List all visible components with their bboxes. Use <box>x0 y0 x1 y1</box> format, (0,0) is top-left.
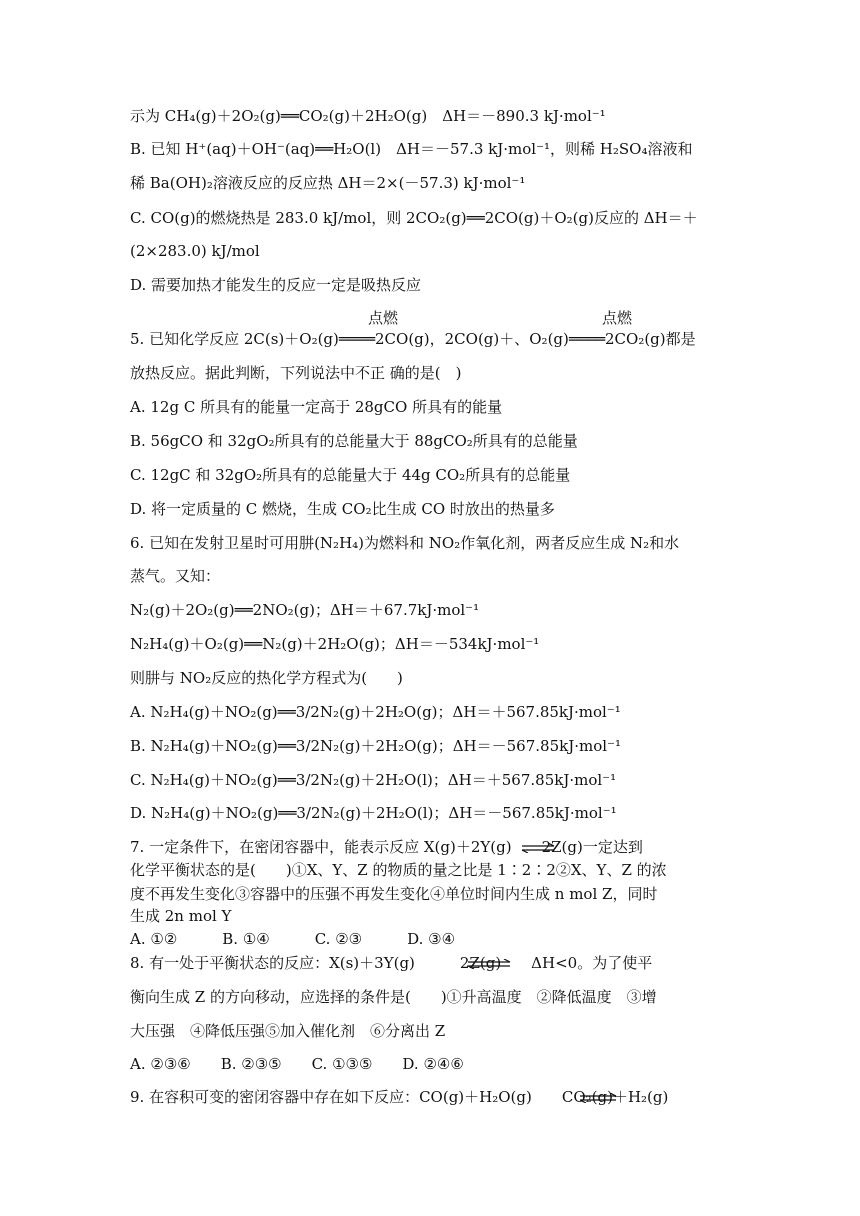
reversible-arrow-icon <box>578 1093 618 1103</box>
text-line: 大压强 ④降低压强⑤加入催化剂 ⑥分离出 Z <box>130 1022 446 1040</box>
text-line: B. 56gCO 和 32gO₂所具有的总能量大于 88gCO₂所具有的总能量 <box>130 432 578 450</box>
text-line: 放热反应。据此判断，下列说法中不正 确的是( ) <box>130 364 462 382</box>
text-line: 9. 在容积可变的密闭容器中存在如下反应：CO(g)＋H₂O(g) CO₂(g)＋H₂(g) <box>130 1088 669 1106</box>
ignition-label: 点燃 <box>602 309 633 327</box>
text-line: N₂(g)＋2O₂(g)══2NO₂(g)；ΔH＝＋67.7kJ·mol⁻¹ <box>130 601 480 619</box>
text-line: 6. 已知在发射卫星时可用肼(N₂H₄)为燃料和 NO₂作氧化剂，两者反应生成 N₂和水 <box>130 534 680 552</box>
reversible-arrow-icon <box>520 843 556 853</box>
text-line: N₂H₄(g)＋O₂(g)══N₂(g)＋2H₂O(g)；ΔH＝－534kJ·mol⁻¹ <box>130 635 540 653</box>
text-line: B. 已知 H⁺(aq)＋OH⁻(aq)══H₂O(l) ΔH＝－57.3 kJ·mol⁻¹，则稀 H₂SO₄溶液和 <box>130 140 693 158</box>
text-line: A. 12g C 所具有的能量一定高于 28gCO 所具有的能量 <box>130 398 503 416</box>
text-line: B. N₂H₄(g)＋NO₂(g)══3/2N₂(g)＋2H₂O(g)；ΔH＝－567.85kJ·mol⁻¹ <box>130 737 621 755</box>
text-line: 蒸气。又知： <box>130 567 221 585</box>
text-line: (2×283.0) kJ/mol <box>130 242 260 260</box>
text-line: A. ①② B. ①④ C. ②③ D. ③④ <box>130 930 456 948</box>
text-line: C. N₂H₄(g)＋NO₂(g)══3/2N₂(g)＋2H₂O(l)；ΔH＝＋567.85kJ·mol⁻¹ <box>130 771 617 789</box>
text-line: A. N₂H₄(g)＋NO₂(g)══3/2N₂(g)＋2H₂O(g)；ΔH＝＋567.85kJ·mol⁻¹ <box>130 703 621 721</box>
text-line: D. N₂H₄(g)＋NO₂(g)══3/2N₂(g)＋2H₂O(l)；ΔH＝－567.85kJ·mol⁻¹ <box>130 804 617 822</box>
text-line: C. CO(g)的燃烧热是 283.0 kJ/mol，则 2CO₂(g)══2CO(g)＋O₂(g)反应的 ΔH＝＋ <box>130 209 698 227</box>
ignition-label: 点燃 <box>368 309 399 327</box>
text-line: 化学平衡状态的是( )①X、Y、Z 的物质的量之比是 1∶2∶2②X、Y、Z 的浓 <box>130 861 667 879</box>
text-line: 生成 2n mol Y <box>130 907 232 925</box>
text-line: 则肼与 NO₂反应的热化学方程式为( ) <box>130 669 403 687</box>
text-line: 衡向生成 Z 的方向移动，应选择的条件是( )①升高温度 ②降低温度 ③增 <box>130 988 657 1006</box>
text-line: C. 12gC 和 32gO₂所具有的总能量大于 44g CO₂所具有的总能量 <box>130 466 571 484</box>
text-line: 度不再发生变化③容器中的压强不再发生变化④单位时间内生成 n mol Z，同时 <box>130 885 658 903</box>
text-line: A. ②③⑥ B. ②③⑤ C. ①③⑤ D. ②④⑥ <box>130 1055 464 1073</box>
text-line: 7. 一定条件下，在密闭容器中，能表示反应 X(g)＋2Y(g) 2Z(g)一定达到 <box>130 838 643 856</box>
text-line: 8. 有一处于平衡状态的反应：X(s)＋3Y(g) 2Z(g) ΔH<0。为了使平 <box>130 954 653 972</box>
reversible-arrow-icon <box>466 959 512 969</box>
text-line: 示为 CH₄(g)＋2O₂(g)══CO₂(g)＋2H₂O(g) ΔH＝－890.3 kJ·mol⁻¹ <box>130 107 606 125</box>
text-line: D. 将一定质量的 C 燃烧，生成 CO₂比生成 CO 时放出的热量多 <box>130 500 555 518</box>
text-line: 5. 已知化学反应 2C(s)＋O₂(g)════2CO(g)，2CO(g)＋、O₂(g)════2CO₂(g)都是 <box>130 330 696 348</box>
text-line: D. 需要加热才能发生的反应一定是吸热反应 <box>130 276 422 294</box>
text-line: 稀 Ba(OH)₂溶液反应的反应热 ΔH＝2×(－57.3) kJ·mol⁻¹ <box>130 174 526 192</box>
